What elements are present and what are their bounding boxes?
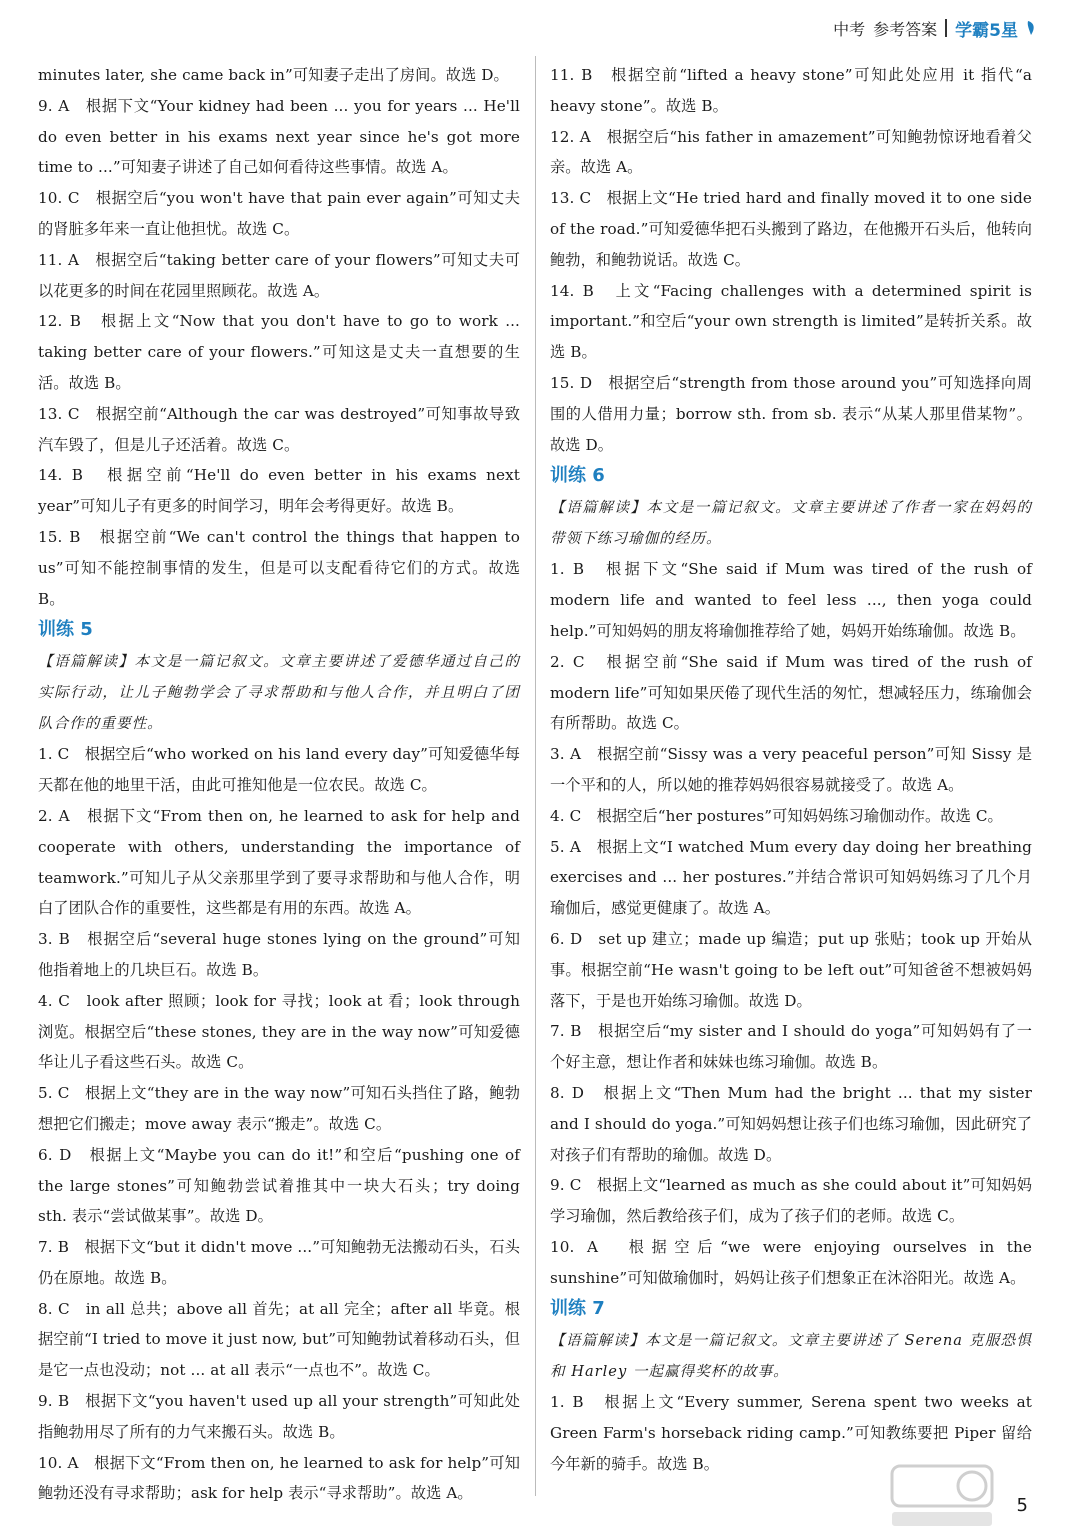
page-header — [833, 8, 1036, 48]
header-divider — [945, 19, 947, 37]
page-number: 5 — [1016, 1495, 1028, 1516]
answer-item: 14. B 根据空前“He'll do even better in his exams next year”可知儿子有更多的时间学习，明年会考得更好。故选 B。 — [38, 466, 520, 516]
leaf-icon — [1026, 19, 1036, 37]
passage-summary: 【语篇解读】本文是一篇记叙文。文章主要讲述了爱德华通过自己的实际行动，让儿子鲍勃学会了寻求帮助和与他人合作，并且明白了团队合作的重要性。 — [38, 653, 520, 733]
section-heading: 训练 5 — [38, 619, 93, 641]
answer-item: 11. A 根据空后“taking better care of your flowers”可知丈夫可以花更多的时间在花园里照顾花。故选 A。 — [38, 250, 520, 300]
answer-item: 2. A 根据下文“From then on, he learned to ask for help and cooperate with others, understanding the importance of teamwork.”可知儿子从父亲那里学到了要寻求帮助和与他人合作，明白了团队合作的重要性，这些都是有用的东西。故选 A。 — [38, 806, 520, 918]
answer-item: 7. B 根据空后“my sister and I should do yoga”可知妈妈有了一个好主意，想让作者和妹妹也练习瑜伽。故选 B。 — [550, 1022, 1032, 1072]
answer-item: 8. D 根据上文“Then Mum had the bright ... that my sister and I should do yoga.”可知妈妈想让孩子们也练习瑜伽，因此研究了对孩子们有帮助的瑜伽。故选 D。 — [550, 1083, 1032, 1164]
answer-item: 13. C 根据上文“He tried hard and finally moved it to one side of the road.”可知爱德华把石头搬到了路边，在他搬开石头后，他转向鲍勃，和鲍勃说话。故选 C。 — [550, 189, 1032, 269]
answer-item: 4. C 根据空后“her postures”可知妈妈练习瑜伽动作。故选 C。 — [550, 806, 1003, 825]
answer-item: 3. B 根据空后“several huge stones lying on the ground”可知他指着地上的几块巨石。故选 B。 — [38, 930, 520, 979]
answer-item: 1. B 根据上文“Every summer, Serena spent two weeks at Green Farm's horseback riding camp.”可知教练要把 Piper 留给今年新的骑手。故选 B。 — [550, 1393, 1032, 1474]
left-column — [38, 60, 520, 1509]
answer-item: minutes later, she came back in”可知妻子走出了房间。故选 D。 — [38, 66, 509, 84]
answer-item: 4. C look after 照顾；look for 寻找；look at 看；look through 浏览。根据空后“these stones, they are in the way now”可知爱德华让儿子看这些石头。故选 C。 — [38, 991, 520, 1072]
section-heading: 训练 7 — [550, 1298, 605, 1320]
answer-item: 1. B 根据下文“She said if Mum was tired of the rush of modern life and wanted to feel less ..., then yoga could help.”可知妈妈的朋友将瑜伽推荐给了她，妈妈开始练瑜伽。故选 B。 — [550, 560, 1032, 640]
answer-item: 12. B 根据上文“Now that you don't have to go to work ... taking better care of your flowers.”可知这是丈夫一直想要的生活。故选 B。 — [38, 312, 520, 392]
answer-item: 9. B 根据下文“you haven't used up all your strength”可知此处指鲍勃用尽了所有的力气来搬石头。故选 B。 — [38, 1392, 520, 1441]
answer-item: 12. A 根据空后“his father in amazement”可知鲍勃惊讶地看着父亲。故选 A。 — [550, 127, 1032, 177]
answer-item: 14. B 上文“Facing challenges with a determined spirit is important.”和空后“your own strength is limited”是转折关系。故选 B。 — [550, 281, 1032, 362]
answer-item: 15. B 根据空前“We can't control the things that happen to us”可知不能控制事情的发生，但是可以支配看待它们的方式。故选 B。 — [38, 527, 520, 608]
header-answers-label: 参考答案 — [873, 19, 938, 39]
passage-summary: 【语篇解读】本文是一篇记叙文。文章主要讲述了 Serena 克服恐惧和 Harley 一起赢得奖杯的故事。 — [550, 1332, 1032, 1381]
right-column — [550, 60, 1032, 1480]
watermark-logo — [888, 1460, 998, 1530]
answer-item: 9. C 根据上文“learned as much as she could about it”可知妈妈学习瑜伽，然后教给孩子们，成为了孩子们的老师。故选 C。 — [550, 1176, 1032, 1226]
answer-item: 5. C 根据上文“they are in the way now”可知石头挡住了路，鲍勃想把它们搬走；move away 表示“搬走”。故选 C。 — [38, 1084, 520, 1133]
passage-summary: 【语篇解读】本文是一篇记叙文。文章主要讲述了作者一家在妈妈的带领下练习瑜伽的经历。 — [550, 499, 1032, 548]
header-exam-label: 中考 — [833, 19, 866, 39]
answer-item: 8. C in all 总共；above all 首先；at all 完全；after all 毕竟。根据空前“I tried to move it just now, but”可知鲍勃试着移动石头，但是它一点也没动；not ... at all 表示“一点也不”。故选 C。 — [38, 1299, 520, 1380]
answer-item: 5. A 根据上文“I watched Mum every day doing her breathing exercises and ... her postures.”并结合常识可知妈妈练习了几个月瑜伽后，感觉更健康了。故选 A。 — [550, 837, 1032, 918]
answer-item: 10. A 根据空后“we were enjoying ourselves in the sunshine”可知做瑜伽时，妈妈让孩子们想象正在沐浴阳光。故选 A。 — [550, 1237, 1032, 1287]
answer-item: 13. C 根据空前“Although the car was destroyed”可知事故导致汽车毁了，但是儿子还活着。故选 C。 — [38, 404, 520, 454]
answer-item: 2. C 根据空前“She said if Mum was tired of the rush of modern life”可知如果厌倦了现代生活的匆忙，想减轻压力，练瑜伽会有所帮助。故选 C。 — [550, 652, 1032, 733]
answer-item: 1. C 根据空后“who worked on his land every day”可知爱德华每天都在他的地里干活，由此可推知他是一位农民。故选 C。 — [38, 745, 520, 795]
answer-item: 6. D set up 建立；made up 编造；put up 张贴；took up 开始从事。根据空前“He wasn't going to be left out”可知爸爸不想被妈妈落下，于是也开始练习瑜伽。故选 D。 — [550, 929, 1032, 1010]
answer-item: 9. A 根据下文“Your kidney had been ... you for years ... He'll do even better in his exams next year since he's got more time to ...”可知妻子讲述了自己如何看待这些事情。故选 A。 — [38, 96, 520, 177]
answer-item: 10. A 根据下文“From then on, he learned to ask for help”可知鲍勃还没有寻求帮助；ask for help 表示“寻求帮助”。故选 A。 — [38, 1453, 520, 1503]
column-divider — [535, 56, 536, 1496]
answer-item: 6. D 根据上文“Maybe you can do it!”和空后“pushing one of the large stones”可知鲍勃尝试着推其中一块大石头；try doing sth. 表示“尝试做某事”。故选 D。 — [38, 1145, 520, 1226]
answer-item: 15. D 根据空后“strength from those around you”可知选择向周围的人借用力量；borrow sth. from sb. 表示“从某人那里借某物”。故选 D。 — [550, 373, 1032, 454]
brand-logo: 学霸5星 — [955, 20, 1018, 41]
section-heading: 训练 6 — [550, 465, 605, 487]
answer-item: 7. B 根据下文“but it didn't move ...”可知鲍勃无法搬动石头，石头仍在原地。故选 B。 — [38, 1238, 520, 1287]
answer-item: 11. B 根据空前“lifted a heavy stone”可知此处应用 it 指代“a heavy stone”。故选 B。 — [550, 66, 1032, 115]
answer-item: 10. C 根据空后“you won't have that pain ever again”可知丈夫的肾脏多年来一直让他担忧。故选 C。 — [38, 189, 520, 238]
answer-item: 3. A 根据空前“Sissy was a very peaceful person”可知 Sissy 是一个平和的人，所以她的推荐妈妈很容易就接受了。故选 A。 — [550, 745, 1032, 794]
